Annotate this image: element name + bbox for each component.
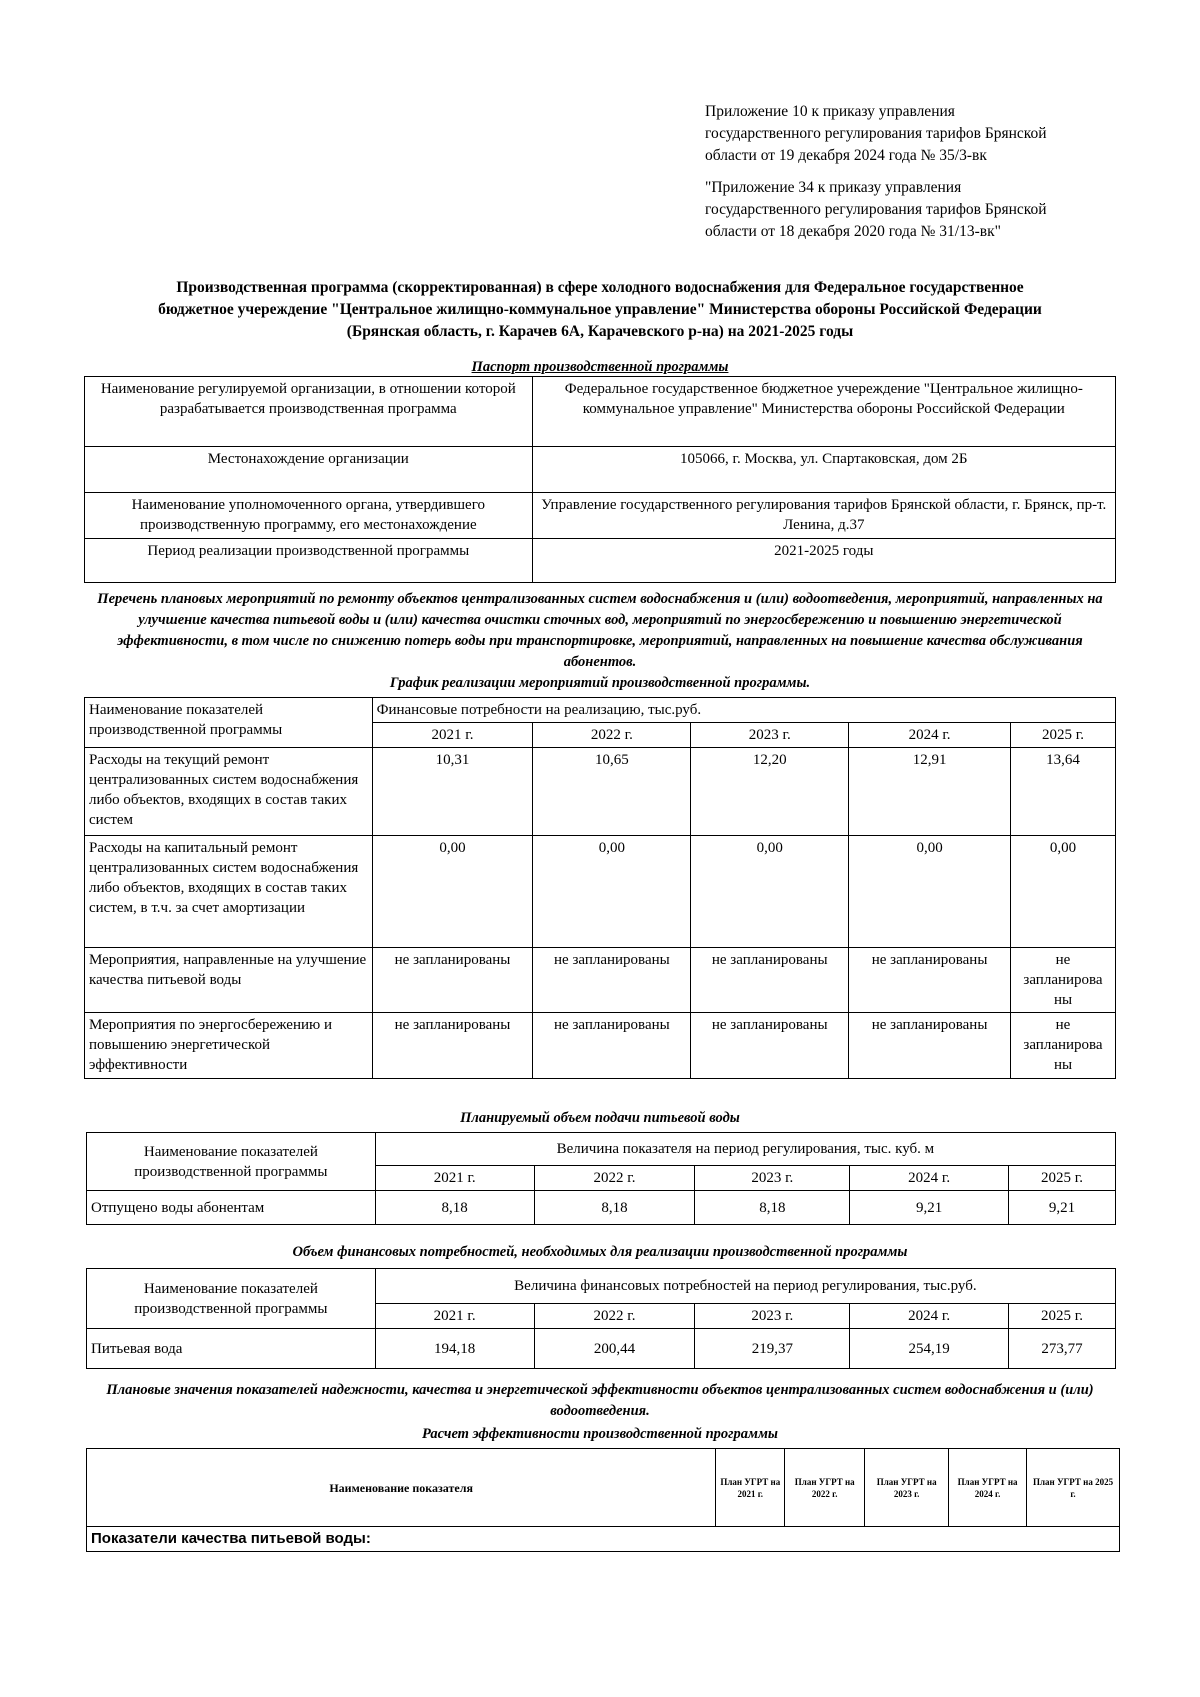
cell-value: не запланированы [533,1013,691,1079]
column-header-label: Наименование показателей производственной программы [87,1269,376,1329]
cell-value: 8,18 [695,1191,850,1225]
column-group-header: Величина финансовых потребностей на период регулирования, тыс.руб. [375,1269,1115,1304]
row-label: Расходы на текущий ремонт централизованных систем водоснабжения либо объектов, входящих в состав таких систем [85,748,373,836]
passport-label: Период реализации производственной программы [85,539,533,583]
measures-caption: Перечень плановых мероприятий по ремонту объектов централизованных систем водоснабжения и (или) водоотведения, мероприятий, направленных на улучшение качества питьевой воды и (или) качества очистки сточных вод, мероприятий по энергосбережению и повышению энергетической эффективности, в том числе по снижению потерь воды при транспортировке, мероприятий, направленных на повышение качества обслуживания абонентов. [97,591,1103,670]
year-header: 2024 г. [849,723,1011,748]
table-header-row [87,1269,1116,1304]
supply-table [86,1132,1116,1225]
cell-value: 219,37 [695,1329,850,1369]
year-header: 2025 г. [1009,1166,1116,1191]
efficiency-table [86,1448,1120,1552]
cell-value: 0,00 [533,836,691,948]
cell-value: 0,00 [849,836,1011,948]
section-header: Показатели качества питьевой воды: [87,1527,1120,1552]
passport-value: Федеральное государственное бюджетное учереждение "Центральное жилищно-коммунальное управление" Министерства обороны Российской Федерации [532,377,1115,447]
row-label: Отпущено воды абонентам [87,1191,376,1225]
efficiency-calc-caption: Расчет эффективности производственной программы [422,1426,778,1442]
title-line: Производственная программа (скорректированная) в сфере холодного водоснабжения для Федеральное государственное [176,279,1024,296]
plan-header: План УГРТ на 2024 г. [949,1449,1027,1527]
cell-value: 10,31 [372,748,533,836]
cell-value: 12,20 [691,748,849,836]
supply-caption: Планируемый объем подачи питьевой воды [460,1110,740,1126]
finance-table [86,1268,1116,1369]
row-label: Питьевая вода [87,1329,376,1369]
cell-value: 10,65 [533,748,691,836]
plan-header: План УГРТ на 2022 г. [785,1449,865,1527]
passport-table [84,376,1116,583]
table-header-row [85,698,1116,723]
cell-value: 0,00 [691,836,849,948]
appendix-header-original [705,177,1125,243]
year-header: 2021 г. [375,1304,534,1329]
passport-label: Наименование уполномоченного органа, утвердившего производственную программу, его местонахождение [85,493,533,539]
plan-header: План УГРТ на 2021 г. [716,1449,785,1527]
document-title [85,277,1115,343]
year-header: 2025 г. [1009,1304,1116,1329]
cell-value: не запланированы [372,1013,533,1079]
table-row [85,493,1116,539]
passport-label: Наименование регулируемой организации, в отношении которой разрабатывается производственная программа [85,377,533,447]
table-row [87,1329,1116,1369]
row-label: Мероприятия, направленные на улучшение качества питьевой воды [85,948,373,1013]
cell-value: 200,44 [534,1329,695,1369]
plan-header: План УГРТ на 2025 г. [1027,1449,1120,1527]
table-header-row [87,1449,1120,1527]
efficiency-caption: Плановые значения показателей надежности, качества и энергетической эффективности объектов централизованных систем водоснабжения и (или) водоотведения. [106,1382,1094,1419]
year-header: 2025 г. [1011,723,1116,748]
cell-value: 9,21 [850,1191,1009,1225]
cell-value: 194,18 [375,1329,534,1369]
table-row [85,377,1116,447]
header-line: Приложение 10 к приказу управления [705,103,955,120]
table-row [87,1527,1120,1552]
cell-value: 13,64 [1011,748,1116,836]
header-line: государственного регулирования тарифов Брянской [705,125,1047,142]
passport-label: Местонахождение организации [85,447,533,493]
cell-value: 254,19 [850,1329,1009,1369]
year-header: 2022 г. [534,1166,695,1191]
title-line: (Брянская область, г. Карачев 6А, Карачевского р-на) на 2021-2025 годы [346,323,854,340]
year-header: 2023 г. [695,1166,850,1191]
finance-caption: Объем финансовых потребностей, необходимых для реализации производственной программы [292,1244,908,1260]
cell-value: 0,00 [1011,836,1116,948]
column-header-label: Наименование показателей производственной программы [87,1133,376,1191]
year-header: 2021 г. [372,723,533,748]
header-line: области от 19 декабря 2024 года № 35/3-вк [705,147,987,164]
year-header: 2022 г. [533,723,691,748]
title-line: бюджетное учереждение "Центральное жилищно-коммунальное управление" Министерства обороны Российской Федерации [158,301,1042,318]
year-header: 2022 г. [534,1304,695,1329]
year-header: 2023 г. [691,723,849,748]
cell-value: не запланированы [533,948,691,1013]
table-row [85,447,1116,493]
header-line: "Приложение 34 к приказу управления [705,179,962,196]
cell-value: 8,18 [534,1191,695,1225]
year-header: 2021 г. [375,1166,534,1191]
passport-value: 105066, г. Москва, ул. Спартаковская, дом 2Б [532,447,1115,493]
passport-value: 2021-2025 годы [532,539,1115,583]
appendix-header [705,101,1125,167]
year-header: 2024 г. [850,1166,1009,1191]
cell-value: не запланирова ны [1011,1013,1116,1079]
table-row [87,1191,1116,1225]
cell-value: 273,77 [1009,1329,1116,1369]
cell-value: 8,18 [375,1191,534,1225]
plan-header: План УГРТ на 2023 г. [865,1449,949,1527]
column-header-label: Наименование показателя [87,1449,716,1527]
passport-caption: Паспорт производственной программы [471,359,729,375]
table-header-row [87,1133,1116,1166]
table-row [85,836,1116,948]
cell-value: не запланирова ны [1011,948,1116,1013]
column-header-label: Наименование показателей производственной программы [85,698,373,748]
cell-value: не запланированы [849,948,1011,1013]
header-line: государственного регулирования тарифов Брянской [705,201,1047,218]
cell-value: не запланированы [691,1013,849,1079]
cell-value: 9,21 [1009,1191,1116,1225]
row-label: Расходы на капитальный ремонт централизованных систем водоснабжения либо объектов, входящих в состав таких систем, в т.ч. за счет амортизации [85,836,373,948]
header-line: области от 18 декабря 2020 года № 31/13-вк" [705,223,1001,240]
cell-value: не запланированы [372,948,533,1013]
cell-value: 0,00 [372,836,533,948]
schedule-caption: График реализации мероприятий производственной программы. [389,675,811,691]
cell-value: не запланированы [691,948,849,1013]
table-row [85,748,1116,836]
column-group-header: Финансовые потребности на реализацию, тыс.руб. [372,698,1115,723]
column-group-header: Величина показателя на период регулирования, тыс. куб. м [375,1133,1115,1166]
cell-value: не запланированы [849,1013,1011,1079]
year-header: 2023 г. [695,1304,850,1329]
cell-value: 12,91 [849,748,1011,836]
passport-value: Управление государственного регулирования тарифов Брянской области, г. Брянск, пр-т. Ленина, д.37 [532,493,1115,539]
row-label: Мероприятия по энергосбережению и повышению энергетической эффективности [85,1013,373,1079]
measures-table [84,697,1116,1079]
year-header: 2024 г. [850,1304,1009,1329]
table-row [85,539,1116,583]
table-row [85,1013,1116,1079]
table-row [85,948,1116,1013]
